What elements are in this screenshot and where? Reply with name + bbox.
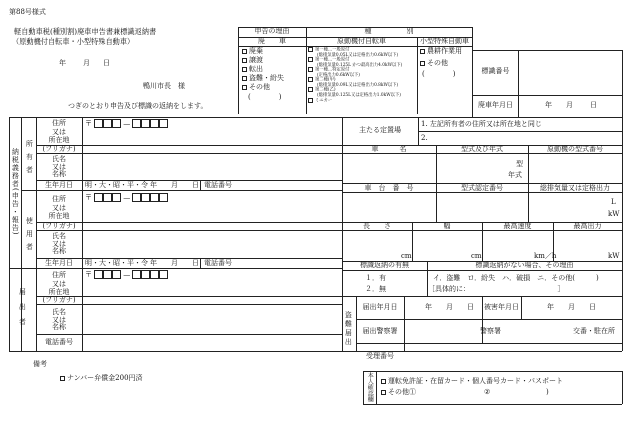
plate-number-label: 標識番号 — [481, 67, 510, 75]
user-era[interactable]: 明・大・昭・平・令 — [85, 259, 148, 267]
unit-l: L — [611, 198, 616, 206]
model-year-label: 型式及び年式 — [461, 145, 503, 153]
owner-phone-label: 電話番号 — [204, 181, 232, 189]
reason-item[interactable] — [242, 48, 263, 55]
owner-postal-code[interactable]: 〒 — — [85, 119, 168, 128]
unit-kw: kW — [608, 210, 620, 218]
moped-item[interactable]: ミニカー — [308, 98, 332, 104]
checkbox[interactable] — [242, 58, 247, 63]
speed-unit: km／h — [534, 252, 557, 260]
model-kata: 型 — [516, 160, 523, 168]
reason-label: その他 — [249, 83, 270, 91]
identity-opt2[interactable]: その他① — [381, 389, 416, 396]
category-header: 種 別 — [364, 27, 414, 35]
taxpayer-side-label: 納税義務者(申告・報告) — [11, 148, 20, 236]
theft-koban: 交番・駐在所 — [573, 327, 615, 335]
theft-police-label: 届出警察署 — [362, 327, 398, 335]
form-subtitle: （原動機付自転車・小型特殊自動車） — [12, 37, 135, 46]
identity-vertical-label: 本人確認欄 — [366, 372, 374, 402]
reason-item[interactable] — [242, 66, 263, 73]
owner-birth-label: 生年月日 — [45, 181, 73, 189]
scrap-year: 年 — [545, 101, 552, 109]
cert-label: 型式認定番号 — [461, 184, 503, 192]
checkbox[interactable] — [308, 77, 313, 82]
checkbox[interactable] — [242, 67, 247, 72]
special-paren: ( ) — [422, 70, 456, 78]
reason-header: 申告の理由 — [254, 27, 290, 35]
remarks-item[interactable] — [60, 375, 143, 382]
filer-label: 届出者 — [18, 288, 27, 333]
moped-item[interactable]: 第一種…一般原付 (総排気量0.125L かつ最高出力4.0kW以下) — [308, 57, 402, 68]
reason-label: 盗難・紛失 — [249, 74, 284, 82]
identity-paren: ) — [546, 388, 549, 396]
model-nenshiki: 年式 — [508, 171, 522, 179]
user-phone-label: 電話番号 — [204, 259, 232, 267]
displacement-label: 総排気量又は定格出力 — [540, 184, 610, 192]
scrap-month: 月 — [566, 101, 573, 109]
reason-paren: ( ) — [248, 93, 282, 101]
filer-phone-label: 電話番号 — [45, 338, 73, 346]
owner-address-label: 住所 又は 所在地 — [48, 119, 70, 144]
statement: つぎのとおり申告及び標識の返納をします。 — [68, 102, 208, 110]
theft-date-label: 届出年月日 — [362, 303, 398, 311]
plate-return-header: 標識返納の有無 — [360, 261, 409, 269]
moped-item[interactable]: 第二種(甲) (総排気量0.09L又は定格出力0.8kW以下) — [308, 77, 398, 88]
scrap-day: 日 — [590, 101, 597, 109]
plate-return-no[interactable]: ２．無 — [365, 285, 386, 293]
main-location-opt1[interactable]: 1. 左記所有者の住所又は所在地と同じ — [421, 120, 542, 128]
engine-model-label: 原動機の型式番号 — [547, 145, 603, 153]
width-label: 幅 — [443, 222, 451, 230]
remarks-label: 備考 — [33, 360, 47, 368]
owner-name-label: 氏名 又は 名称 — [52, 155, 66, 178]
vin-label: 車 台 番 号 — [364, 184, 414, 192]
checkbox[interactable] — [420, 61, 425, 66]
filer-furigana-label: (フリガナ) — [42, 296, 76, 304]
theft-damage-ymd[interactable]: 年 月 日 — [547, 303, 596, 311]
checkbox[interactable] — [242, 76, 247, 81]
checkbox[interactable] — [420, 49, 425, 54]
checkbox[interactable] — [242, 85, 247, 90]
special-item[interactable]: その他 — [420, 60, 448, 67]
filer-postal-code[interactable]: 〒 — — [85, 270, 168, 279]
identity-opt1[interactable]: 運転免許証・在留カード・個人番号カード・パスポート — [381, 378, 563, 385]
identity-two: ② — [484, 388, 491, 396]
owner-birth-ymd[interactable]: 年 月 日 — [150, 181, 199, 189]
reason-item[interactable] — [242, 84, 270, 91]
special-header: 小型特殊自動車 — [420, 37, 469, 45]
owner-label: 所有者 — [25, 140, 34, 179]
theft-damage-date-label: 被害年月日 — [484, 303, 519, 311]
moped-item[interactable]: 第一種…一般原付 (総排気量0.05L又は定格出力0.6kW以下) — [308, 47, 398, 58]
checkbox[interactable] — [381, 379, 386, 384]
haisha-label: 廃 車 — [258, 37, 286, 45]
plate-return-yes[interactable]: １．有 — [365, 274, 386, 282]
header-month: 月 — [83, 59, 90, 67]
vehicle-name-label: 車 名 — [371, 145, 407, 153]
user-furigana-label: (フリガナ) — [42, 222, 76, 230]
owner-era[interactable]: 明・大・昭・平・令 — [85, 181, 148, 189]
main-location-label: 主たる定置場 — [359, 126, 401, 134]
form-number: 第88号様式 — [9, 8, 46, 16]
main-location-opt2[interactable]: 2. — [421, 134, 428, 142]
owner-furigana-label: (フリガナ) — [42, 145, 76, 153]
user-birth-ymd[interactable]: 年 月 日 — [150, 259, 199, 267]
special-item[interactable]: 農耕作業用 — [420, 48, 462, 55]
checkbox[interactable] — [308, 67, 313, 72]
filer-name-label: 氏名 又は 名称 — [52, 308, 66, 331]
scrap-date-label: 廃車年月日 — [478, 101, 513, 109]
plate-return-reasons[interactable]: イ．盗難 ロ．紛失 ハ．破損 ニ．その他( ) — [433, 274, 599, 282]
header-year: 年 — [59, 59, 66, 67]
moped-item[interactable]: 第二種(乙) (総排気量0.125L又は定格出力1.0kW以下) — [308, 87, 401, 98]
theft-date-ymd[interactable]: 年 月 日 — [425, 303, 474, 311]
moped-item[interactable]: 第一種…特定原付 (定格出力0.6kW以下) — [308, 67, 360, 78]
user-name-label: 氏名 又は 名称 — [52, 232, 66, 255]
theft-accept-label: 受理番号 — [366, 352, 394, 360]
width-unit: cm — [471, 252, 482, 260]
reason-item[interactable] — [242, 75, 284, 82]
plate-return-reason-header: 標識返納がない場合、その理由 — [475, 261, 574, 269]
user-address-label: 住所 又は 所在地 — [48, 195, 70, 220]
checkbox[interactable] — [308, 98, 313, 103]
theft-vertical-label: 盗難届出 — [344, 311, 353, 347]
checkbox[interactable] — [308, 47, 313, 52]
length-label: 長 さ — [363, 222, 391, 230]
remarks-item-label: ナンバー弁償金200円済 — [67, 374, 143, 382]
checkbox[interactable] — [381, 390, 386, 395]
reason-label: 廃棄 — [249, 47, 263, 55]
speed-label: 最高速度 — [503, 222, 532, 230]
power-label: 最高出力 — [573, 222, 602, 230]
power-unit: kW — [608, 252, 620, 260]
plate-return-details[interactable]: ［具体的に： ］ — [428, 285, 565, 293]
reason-label: 転出 — [249, 65, 263, 73]
length-unit: cm — [401, 252, 412, 260]
user-label: 使用者 — [25, 217, 34, 256]
filer-address-label: 住所 又は 所在地 — [48, 271, 70, 296]
checkbox[interactable] — [308, 87, 313, 92]
user-birth-label: 生年月日 — [45, 259, 73, 267]
checkbox[interactable] — [242, 49, 247, 54]
checkbox[interactable] — [60, 376, 65, 381]
checkbox[interactable] — [308, 57, 313, 62]
moped-header: 原動機付自転車 — [337, 37, 386, 45]
form-title: 軽自動車税(種別割)廃車申告書兼標識返納書 — [14, 27, 157, 36]
reason-item[interactable] — [242, 57, 263, 64]
user-postal-code[interactable]: 〒 — — [85, 193, 168, 202]
mayor-address: 鴨川市長 様 — [143, 82, 185, 90]
theft-keisatsu: 警察署 — [480, 327, 501, 335]
reason-label: 譲渡 — [249, 56, 263, 64]
header-day: 日 — [103, 59, 110, 67]
